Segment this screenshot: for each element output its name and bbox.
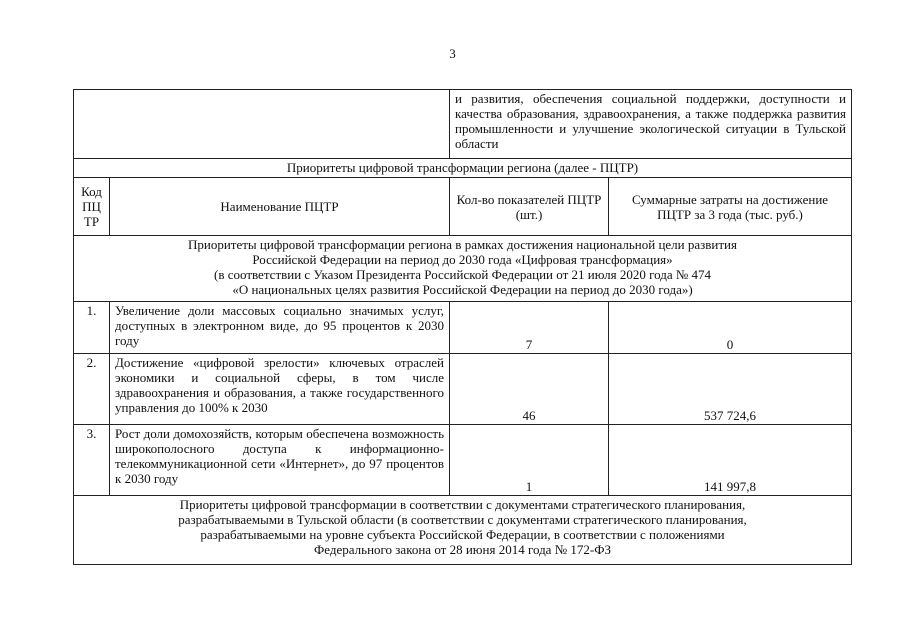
row-number: 3. [74, 425, 110, 496]
header-count: Кол-во показателей ПЦТР (шт.) [450, 178, 609, 236]
page-number: 3 [449, 46, 456, 61]
row-count: 7 [450, 302, 609, 354]
header-code: Код ПЦ ТР [74, 178, 110, 236]
row-number: 1. [74, 302, 110, 354]
continuation-empty-cell [74, 90, 450, 159]
row-name: Рост доли домохозяйств, которым обеспечена возможность широкополосного доступа к информационно-телекоммуникационной сети «Интернет», до 97 процентов к 2030 году [110, 425, 450, 496]
strategic-line-2: разрабатываемыми в Тульской области (в соответствии с документами стратегического планирования, [178, 512, 747, 527]
section-title-row [74, 159, 852, 178]
national-goal-row [74, 236, 852, 302]
header-cost: Суммарные затраты на достижение ПЦТР за 3 года (тыс. руб.) [609, 178, 852, 236]
section-title: Приоритеты цифровой трансформации региона (далее - ПЦТР) [74, 159, 852, 178]
row-number: 2. [74, 354, 110, 425]
row-name: Увеличение доли массовых социально значимых услуг, доступных в электронном виде, до 95 процентов к 2030 году [110, 302, 450, 354]
table-row [74, 354, 852, 425]
row-cost: 141 997,8 [609, 425, 852, 496]
row-cost: 0 [609, 302, 852, 354]
continuation-text: и развития, обеспечения социальной поддержки, доступности и качества образования, здравоохранения, а также поддержка развития промышленности и улучшение экологической ситуации в Тульской области [450, 90, 852, 159]
row-count: 46 [450, 354, 609, 425]
table-row [74, 425, 852, 496]
strategic-footer [74, 496, 852, 565]
strategic-footer-row [74, 496, 852, 565]
strategic-line-1: Приоритеты цифровой трансформации в соответствии с документами стратегического планирования, [179, 497, 746, 512]
row-count: 1 [450, 425, 609, 496]
priorities-table [73, 89, 852, 565]
row-cost: 537 724,6 [609, 354, 852, 425]
national-goal-line-1: Приоритеты цифровой трансформации региона в рамках достижения национальной цели развития [188, 237, 737, 252]
national-goal-header [74, 236, 852, 302]
column-header-row [74, 178, 852, 236]
continuation-row [74, 90, 852, 159]
header-name: Наименование ПЦТР [110, 178, 450, 236]
national-goal-line-2: Российской Федерации на период до 2030 года «Цифровая трансформация» [252, 252, 673, 267]
strategic-line-3: разрабатываемыми на уровне субъекта Российской Федерации, в соответствии с положениями [200, 527, 725, 542]
table-row [74, 302, 852, 354]
strategic-line-4: Федерального закона от 28 июня 2014 года № 172-ФЗ [314, 542, 611, 557]
national-goal-line-4: «О национальных целях развития Российской Федерации на период до 2030 года») [232, 282, 693, 297]
row-name: Достижение «цифровой зрелости» ключевых отраслей экономики и социальной сферы, в том числе здравоохранения и образования, а также государственного управления до 100% к 2030 [110, 354, 450, 425]
national-goal-line-3: (в соответствии с Указом Президента Российской Федерации от 21 июля 2020 года № 474 [214, 267, 711, 282]
